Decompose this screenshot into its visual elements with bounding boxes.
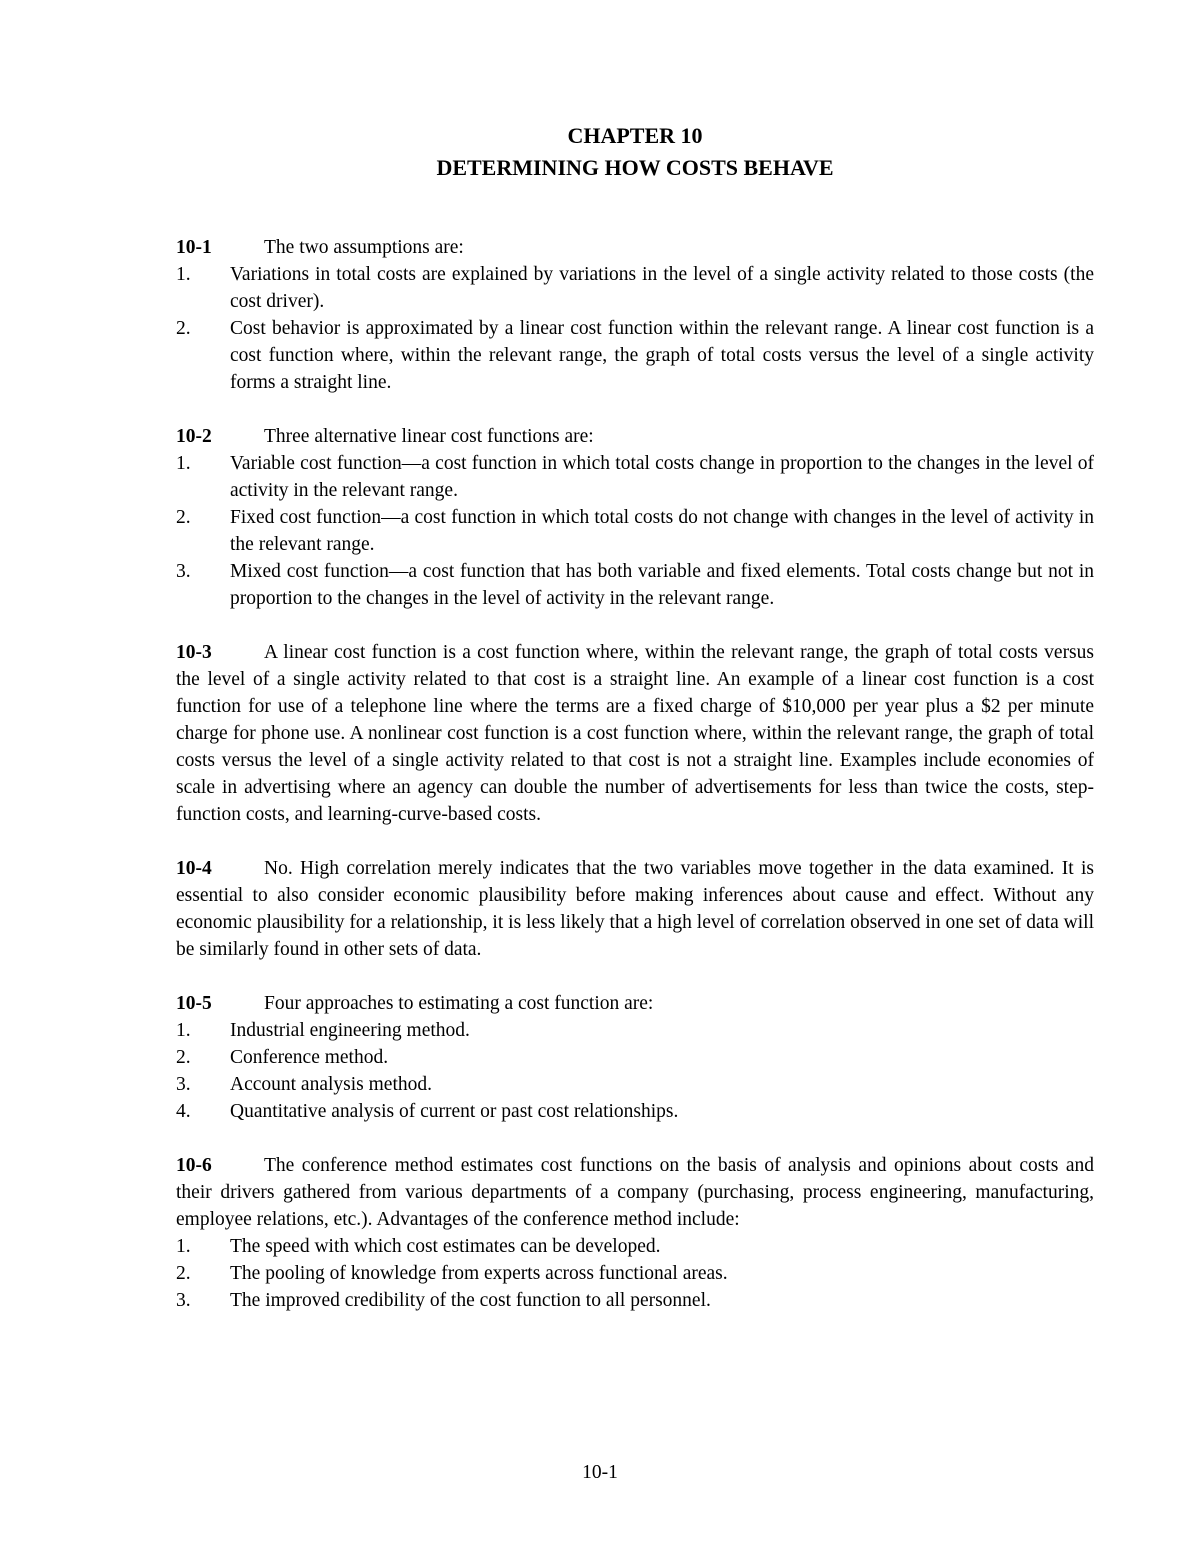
- item-text: The improved credibility of the cost function to all personnel.: [230, 1290, 711, 1311]
- answer-list: [176, 450, 1094, 612]
- list-item: [176, 261, 1094, 315]
- answer-list: [176, 1233, 1094, 1314]
- question-10-4: [176, 855, 1094, 963]
- item-number: 2.: [176, 1047, 191, 1068]
- item-text: Quantitative analysis of current or past cost relationships.: [230, 1101, 679, 1122]
- question-10-3: [176, 639, 1094, 828]
- question-number: 10-5: [176, 993, 212, 1014]
- answer-list: [176, 1017, 1094, 1125]
- item-number: 1.: [176, 264, 191, 285]
- item-number: 1.: [176, 453, 191, 474]
- item-number: 2.: [176, 507, 191, 528]
- question-lead: Four approaches to estimating a cost function are:: [264, 993, 654, 1014]
- chapter-number: CHAPTER 10: [567, 123, 703, 148]
- question-10-5: [176, 990, 1094, 1125]
- list-item: [176, 315, 1094, 396]
- list-item: [176, 1098, 1094, 1125]
- question-number: 10-2: [176, 426, 212, 447]
- item-text: Variations in total costs are explained by variations in the level of a single activity related to those costs (the cost driver).: [230, 264, 1094, 312]
- item-text: Mixed cost function—a cost function that has both variable and fixed elements. Total costs change but not in proportion to the changes in the level of activity in the relevant range.: [230, 561, 1094, 609]
- question-number: 10-3: [176, 642, 212, 663]
- answer-list: [176, 261, 1094, 396]
- item-text: The pooling of knowledge from experts across functional areas.: [230, 1263, 728, 1284]
- item-text: Variable cost function—a cost function in which total costs change in proportion to the changes in the level of activity in the relevant range.: [230, 453, 1094, 501]
- question-number: 10-4: [176, 858, 212, 879]
- item-text: Conference method.: [230, 1047, 389, 1068]
- list-item: [176, 1017, 1094, 1044]
- item-number: 3.: [176, 1290, 191, 1311]
- item-number: 3.: [176, 1074, 191, 1095]
- question-10-1: [176, 234, 1094, 396]
- chapter-heading: [0, 120, 1200, 184]
- list-item: [176, 1287, 1094, 1314]
- chapter-title: DETERMINING HOW COSTS BEHAVE: [436, 155, 834, 180]
- answer-text: The conference method estimates cost functions on the basis of analysis and opinions about costs and their drivers gathered from various departments of a company (purchasing, process engineering, manufacturing, employee relations, etc.). Advantages of the conference method include:: [176, 1155, 1094, 1230]
- item-text: Industrial engineering method.: [230, 1020, 470, 1041]
- list-item: [176, 1260, 1094, 1287]
- item-number: 1.: [176, 1020, 191, 1041]
- item-text: Fixed cost function—a cost function in which total costs do not change with changes in the level of activity in the relevant range.: [230, 507, 1094, 555]
- answer-text: No. High correlation merely indicates that the two variables move together in the data examined. It is essential to also consider economic plausibility before making inferences about cause and effect. Without any economic plausibility for a relationship, it is less likely that a high level of correlation observed in one set of data will be similarly found in other sets of data.: [176, 858, 1094, 960]
- item-number: 2.: [176, 1263, 191, 1284]
- question-lead: Three alternative linear cost functions are:: [264, 426, 594, 447]
- list-item: [176, 558, 1094, 612]
- answers-body: [176, 234, 1094, 1341]
- list-item: [176, 1044, 1094, 1071]
- item-text: Account analysis method.: [230, 1074, 432, 1095]
- item-number: 1.: [176, 1236, 191, 1257]
- answer-text: A linear cost function is a cost function where, within the relevant range, the graph of total costs versus the level of a single activity related to that cost is a straight line. An example of a linear cost function is a cost function for use of a telephone line where the terms are a fixed charge of $10,000 per year plus a $2 per minute charge for phone use. A nonlinear cost function is a cost function where, within the relevant range, the graph of total costs versus the level of a single activity related to that cost is not a straight line. Examples include economies of scale in advertising where an agency can double the number of advertisements for less than twice the costs, step-function costs, and learning-curve-based costs.: [176, 642, 1094, 825]
- list-item: [176, 1071, 1094, 1098]
- list-item: [176, 450, 1094, 504]
- question-number: 10-1: [176, 237, 212, 258]
- question-number: 10-6: [176, 1155, 212, 1176]
- item-number: 3.: [176, 561, 191, 582]
- item-number: 2.: [176, 318, 191, 339]
- page-number: 10-1: [582, 1462, 618, 1483]
- item-number: 4.: [176, 1101, 191, 1122]
- question-lead: The two assumptions are:: [264, 237, 464, 258]
- item-text: Cost behavior is approximated by a linear cost function within the relevant range. A linear cost function is a cost function where, within the relevant range, the graph of total costs versus the level of a single activity forms a straight line.: [230, 318, 1094, 393]
- list-item: [176, 1233, 1094, 1260]
- item-text: The speed with which cost estimates can be developed.: [230, 1236, 661, 1257]
- list-item: [176, 504, 1094, 558]
- question-10-6: [176, 1152, 1094, 1314]
- question-10-2: [176, 423, 1094, 612]
